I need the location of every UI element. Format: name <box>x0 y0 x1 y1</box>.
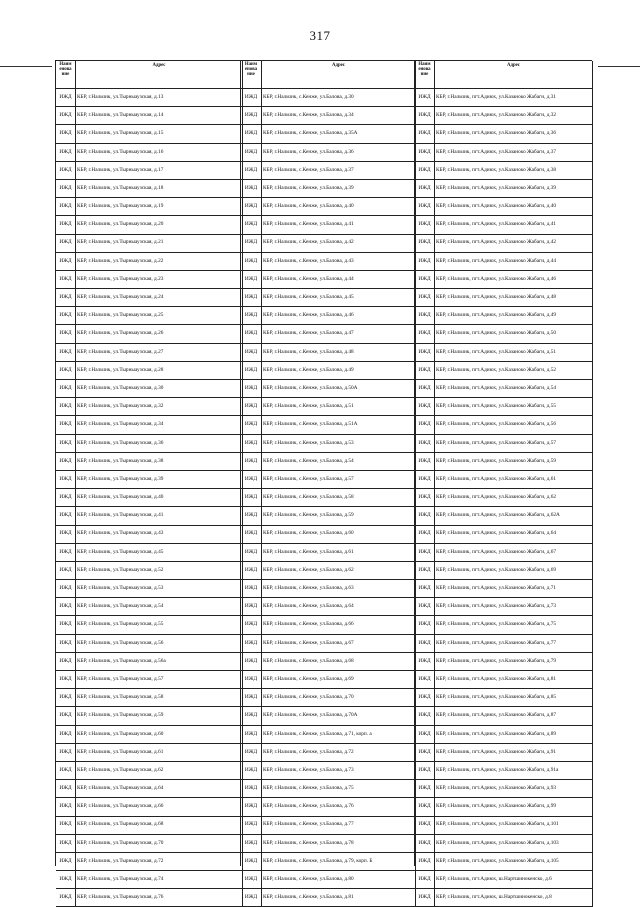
row-address: КБР, г.Нальчик, пгт.Адиюх, ул.Казаноко Жабаги, д.50 <box>435 325 593 343</box>
row-address: КБР, г.Нальчик, ул.Тырныаузская, д.21 <box>76 235 243 253</box>
row-address: КБР, г.Нальчик, ул.Тырныаузская, д.56а <box>76 653 243 671</box>
row-address: КБР, г.Нальчик, пгт.Адиюх, ул.Казаноко Жабаги, д.61 <box>435 471 593 489</box>
row-address: КБР, г.Нальчик, с.Кенже, ул.Балова, д.61 <box>262 544 416 562</box>
row-address: КБР, г.Нальчик, ул.Тырныаузская, д.66 <box>76 798 243 816</box>
row-object-type: ИЖД <box>241 726 262 744</box>
row-object-type: ИЖД <box>241 871 262 889</box>
row-object-type: ИЖД <box>56 125 76 143</box>
row-object-type: ИЖД <box>415 853 435 871</box>
row-address: КБР, г.Нальчик, ул.Тырныаузская, д.28 <box>76 362 243 380</box>
row-address: КБР, г.Нальчик, с.Кенже, ул.Балова, д.46 <box>262 307 416 325</box>
row-object-type: ИЖД <box>241 125 262 143</box>
row-address: КБР, г.Нальчик, пгт.Адиюх, ул.Казаноко Жабаги, д.38 <box>435 162 593 180</box>
row-object-type: ИЖД <box>241 635 262 653</box>
row-object-type: ИЖД <box>56 780 76 798</box>
row-address: КБР, г.Нальчик, ул.Тырныаузская, д.53 <box>76 580 243 598</box>
row-object-type: ИЖД <box>56 435 76 453</box>
row-address: КБР, г.Нальчик, пгт.Адиюх, ул.Казаноко Жабаги, д.49 <box>435 307 593 325</box>
row-address: КБР, г.Нальчик, ул.Тырныаузская, д.62 <box>76 762 243 780</box>
row-object-type: ИЖД <box>56 544 76 562</box>
row-address: КБР, г.Нальчик, с.Кенже, ул.Балова, д.75 <box>262 780 416 798</box>
row-object-type: ИЖД <box>241 235 262 253</box>
row-address: КБР, г.Нальчик, пгт.Адиюх, ул.Казаноко Жабаги, д.81 <box>435 671 593 689</box>
row-object-type: ИЖД <box>241 162 262 180</box>
row-object-type: ИЖД <box>241 307 262 325</box>
row-object-type: ИЖД <box>56 453 76 471</box>
row-object-type: ИЖД <box>415 780 435 798</box>
row-object-type: ИЖД <box>415 562 435 580</box>
row-address: КБР, г.Нальчик, с.Кенже, ул.Балова, д.66 <box>262 616 416 634</box>
row-address: КБР, г.Нальчик, с.Кенже, ул.Балова, д.70 <box>262 689 416 707</box>
row-object-type: ИЖД <box>241 744 262 762</box>
row-address: КБР, г.Нальчик, ул.Тырныаузская, д.70 <box>76 835 243 853</box>
row-address: КБР, г.Нальчик, пгт.Адиюх, ш.Нартшинокенско, д.8 <box>435 889 593 907</box>
row-address: КБР, г.Нальчик, ул.Тырныаузская, д.54 <box>76 598 243 616</box>
row-object-type: ИЖД <box>241 144 262 162</box>
row-object-type: ИЖД <box>56 235 76 253</box>
row-object-type: ИЖД <box>56 616 76 634</box>
row-address: КБР, г.Нальчик, ул.Тырныаузская, д.38 <box>76 453 243 471</box>
row-address: КБР, г.Нальчик, с.Кенже, ул.Балова, д.81 <box>262 889 416 907</box>
row-address: КБР, г.Нальчик, ул.Тырныаузская, д.16 <box>76 144 243 162</box>
row-address: КБР, г.Нальчик, ул.Тырныаузская, д.76 <box>76 889 243 907</box>
row-object-type: ИЖД <box>241 198 262 216</box>
row-address: КБР, г.Нальчик, пгт.Адиюх, ул.Казаноко Жабаги, д.51 <box>435 344 593 362</box>
row-address: КБР, г.Нальчик, ул.Тырныаузская, д.14 <box>76 107 243 125</box>
row-address: КБР, г.Нальчик, ул.Тырныаузская, д.17 <box>76 162 243 180</box>
row-object-type: ИЖД <box>241 671 262 689</box>
row-address: КБР, г.Нальчик, с.Кенже, ул.Балова, д.62 <box>262 562 416 580</box>
row-object-type: ИЖД <box>415 398 435 416</box>
row-address: КБР, г.Нальчик, пгт.Адиюх, ул.Казаноко Жабаги, д.91а <box>435 762 593 780</box>
row-object-type: ИЖД <box>56 325 76 343</box>
row-object-type: ИЖД <box>241 271 262 289</box>
row-address: КБР, г.Нальчик, ул.Тырныаузская, д.24 <box>76 289 243 307</box>
row-address: КБР, г.Нальчик, пгт.Адиюх, ул.Казаноко Жабаги, д.31 <box>435 89 593 107</box>
row-object-type: ИЖД <box>415 889 435 907</box>
row-object-type: ИЖД <box>415 325 435 343</box>
row-address: КБР, г.Нальчик, с.Кенже, ул.Балова, д.50А <box>262 380 416 398</box>
row-address: КБР, г.Нальчик, пгт.Адиюх, ул.Казаноко Жабаги, д.91 <box>435 744 593 762</box>
row-object-type: ИЖД <box>56 271 76 289</box>
row-object-type: ИЖД <box>415 435 435 453</box>
row-address: КБР, г.Нальчик, с.Кенже, ул.Балова, д.69 <box>262 671 416 689</box>
row-object-type: ИЖД <box>56 726 76 744</box>
row-object-type: ИЖД <box>415 817 435 835</box>
row-object-type: ИЖД <box>415 380 435 398</box>
row-object-type: ИЖД <box>56 653 76 671</box>
row-address: КБР, г.Нальчик, ул.Тырныаузская, д.59 <box>76 707 243 725</box>
row-address: КБР, г.Нальчик, с.Кенже, ул.Балова, д.59 <box>262 507 416 525</box>
row-object-type: ИЖД <box>56 817 76 835</box>
row-object-type: ИЖД <box>241 798 262 816</box>
row-object-type: ИЖД <box>241 435 262 453</box>
row-object-type: ИЖД <box>56 598 76 616</box>
row-address: КБР, г.Нальчик, с.Кенже, ул.Балова, д.60 <box>262 526 416 544</box>
row-object-type: ИЖД <box>56 380 76 398</box>
row-object-type: ИЖД <box>56 162 76 180</box>
row-object-type: ИЖД <box>415 507 435 525</box>
row-address: КБР, г.Нальчик, пгт.Адиюх, ул.Казаноко Жабаги, д.71 <box>435 580 593 598</box>
row-address: КБР, г.Нальчик, с.Кенже, ул.Балова, д.45 <box>262 289 416 307</box>
row-address: КБР, г.Нальчик, пгт.Адиюх, ш.Нартшинокенско, д.6 <box>435 871 593 889</box>
column-header-type: Наим енова ние <box>56 61 76 89</box>
row-address: КБР, г.Нальчик, пгт.Адиюх, ул.Казаноко Жабаги, д.64 <box>435 526 593 544</box>
row-object-type: ИЖД <box>241 689 262 707</box>
row-object-type: ИЖД <box>241 762 262 780</box>
row-address: КБР, г.Нальчик, ул.Тырныаузская, д.58 <box>76 689 243 707</box>
row-address: КБР, г.Нальчик, ул.Тырныаузская, д.64 <box>76 780 243 798</box>
row-object-type: ИЖД <box>415 526 435 544</box>
row-address: КБР, г.Нальчик, с.Кенже, ул.Балова, д.71, корп. а <box>262 726 416 744</box>
column-header-address: Адрес <box>435 61 593 89</box>
row-object-type: ИЖД <box>415 798 435 816</box>
row-object-type: ИЖД <box>56 216 76 234</box>
row-address: КБР, г.Нальчик, ул.Тырныаузская, д.52 <box>76 562 243 580</box>
row-object-type: ИЖД <box>56 635 76 653</box>
row-object-type: ИЖД <box>241 180 262 198</box>
row-object-type: ИЖД <box>241 289 262 307</box>
row-address: КБР, г.Нальчик, пгт.Адиюх, ул.Казаноко Жабаги, д.73 <box>435 598 593 616</box>
row-address: КБР, г.Нальчик, пгт.Адиюх, ул.Казаноко Жабаги, д.67 <box>435 544 593 562</box>
row-address: КБР, г.Нальчик, с.Кенже, ул.Балова, д.39 <box>262 180 416 198</box>
row-address: КБР, г.Нальчик, пгт.Адиюх, ул.Казаноко Жабаги, д.56 <box>435 416 593 434</box>
row-address: КБР, г.Нальчик, ул.Тырныаузская, д.68 <box>76 817 243 835</box>
row-object-type: ИЖД <box>415 635 435 653</box>
row-object-type: ИЖД <box>56 707 76 725</box>
row-object-type: ИЖД <box>241 580 262 598</box>
row-address: КБР, г.Нальчик, ул.Тырныаузская, д.40 <box>76 489 243 507</box>
row-address: КБР, г.Нальчик, ул.Тырныаузская, д.25 <box>76 307 243 325</box>
row-address: КБР, г.Нальчик, с.Кенже, ул.Балова, д.41 <box>262 216 416 234</box>
row-address: КБР, г.Нальчик, пгт.Адиюх, ул.Казаноко Жабаги, д.99 <box>435 798 593 816</box>
row-address: КБР, г.Нальчик, с.Кенже, ул.Балова, д.78 <box>262 835 416 853</box>
row-address: КБР, г.Нальчик, с.Кенже, ул.Балова, д.80 <box>262 871 416 889</box>
row-address: КБР, г.Нальчик, пгт.Адиюх, ул.Казаноко Жабаги, д.36 <box>435 125 593 143</box>
row-object-type: ИЖД <box>415 89 435 107</box>
row-address: КБР, г.Нальчик, с.Кенже, ул.Балова, д.68 <box>262 653 416 671</box>
row-address: КБР, г.Нальчик, ул.Тырныаузская, д.57 <box>76 671 243 689</box>
row-object-type: ИЖД <box>56 889 76 907</box>
row-object-type: ИЖД <box>415 162 435 180</box>
row-object-type: ИЖД <box>415 871 435 889</box>
row-object-type: ИЖД <box>241 835 262 853</box>
row-object-type: ИЖД <box>56 526 76 544</box>
row-object-type: ИЖД <box>241 653 262 671</box>
row-address: КБР, г.Нальчик, с.Кенже, ул.Балова, д.42 <box>262 235 416 253</box>
row-address: КБР, г.Нальчик, пгт.Адиюх, ул.Казаноко Жабаги, д.48 <box>435 289 593 307</box>
row-address: КБР, г.Нальчик, ул.Тырныаузская, д.26 <box>76 325 243 343</box>
row-address: КБР, г.Нальчик, пгт.Адиюх, ул.Казаноко Жабаги, д.57 <box>435 435 593 453</box>
row-object-type: ИЖД <box>56 798 76 816</box>
row-address: КБР, г.Нальчик, с.Кенже, ул.Балова, д.51 <box>262 398 416 416</box>
row-address: КБР, г.Нальчик, ул.Тырныаузская, д.22 <box>76 253 243 271</box>
row-address: КБР, г.Нальчик, пгт.Адиюх, ул.Казаноко Жабаги, д.55 <box>435 398 593 416</box>
row-address: КБР, г.Нальчик, ул.Тырныаузская, д.32 <box>76 398 243 416</box>
row-object-type: ИЖД <box>241 507 262 525</box>
row-object-type: ИЖД <box>56 689 76 707</box>
page-number: 317 <box>309 28 331 43</box>
row-address: КБР, г.Нальчик, пгт.Адиюх, ул.Казаноко Жабаги, д.59 <box>435 453 593 471</box>
row-address: КБР, г.Нальчик, ул.Тырныаузская, д.56 <box>76 635 243 653</box>
row-object-type: ИЖД <box>56 198 76 216</box>
row-address: КБР, г.Нальчик, ул.Тырныаузская, д.19 <box>76 198 243 216</box>
row-object-type: ИЖД <box>241 325 262 343</box>
row-address: КБР, г.Нальчик, пгт.Адиюх, ул.Казаноко Жабаги, д.42 <box>435 235 593 253</box>
row-address: КБР, г.Нальчик, пгт.Адиюх, ул.Казаноко Жабаги, д.79 <box>435 653 593 671</box>
row-object-type: ИЖД <box>241 107 262 125</box>
row-address: КБР, г.Нальчик, с.Кенже, ул.Балова, д.51А <box>262 416 416 434</box>
row-object-type: ИЖД <box>241 707 262 725</box>
row-object-type: ИЖД <box>241 489 262 507</box>
row-object-type: ИЖД <box>56 562 76 580</box>
row-address: КБР, г.Нальчик, ул.Тырныаузская, д.61 <box>76 744 243 762</box>
row-address: КБР, г.Нальчик, с.Кенже, ул.Балова, д.77 <box>262 817 416 835</box>
row-object-type: ИЖД <box>241 344 262 362</box>
row-address: КБР, г.Нальчик, пгт.Адиюх, ул.Казаноко Жабаги, д.37 <box>435 144 593 162</box>
column-header-type: Наим енова ние <box>415 61 435 89</box>
row-object-type: ИЖД <box>241 253 262 271</box>
row-address: КБР, г.Нальчик, с.Кенже, ул.Балова, д.76 <box>262 798 416 816</box>
row-address: КБР, г.Нальчик, с.Кенже, ул.Балова, д.30 <box>262 89 416 107</box>
row-object-type: ИЖД <box>415 216 435 234</box>
row-object-type: ИЖД <box>56 398 76 416</box>
row-address: КБР, г.Нальчик, с.Кенже, ул.Балова, д.40 <box>262 198 416 216</box>
row-object-type: ИЖД <box>415 198 435 216</box>
row-address: КБР, г.Нальчик, ул.Тырныаузская, д.43 <box>76 526 243 544</box>
row-address: КБР, г.Нальчик, ул.Тырныаузская, д.23 <box>76 271 243 289</box>
row-object-type: ИЖД <box>56 180 76 198</box>
row-object-type: ИЖД <box>56 853 76 871</box>
row-object-type: ИЖД <box>56 744 76 762</box>
row-object-type: ИЖД <box>56 89 76 107</box>
row-object-type: ИЖД <box>56 144 76 162</box>
row-object-type: ИЖД <box>415 253 435 271</box>
row-object-type: ИЖД <box>241 598 262 616</box>
row-address: КБР, г.Нальчик, ул.Тырныаузская, д.55 <box>76 616 243 634</box>
row-address: КБР, г.Нальчик, пгт.Адиюх, ул.Казаноко Жабаги, д.87 <box>435 707 593 725</box>
row-address: КБР, г.Нальчик, ул.Тырныаузская, д.72 <box>76 853 243 871</box>
row-object-type: ИЖД <box>415 144 435 162</box>
row-address: КБР, г.Нальчик, пгт.Адиюх, ул.Казаноко Жабаги, д.44 <box>435 253 593 271</box>
row-object-type: ИЖД <box>56 107 76 125</box>
row-object-type: ИЖД <box>415 125 435 143</box>
row-object-type: ИЖД <box>241 398 262 416</box>
row-address: КБР, г.Нальчик, с.Кенже, ул.Балова, д.72 <box>262 744 416 762</box>
row-object-type: ИЖД <box>415 544 435 562</box>
row-object-type: ИЖД <box>415 762 435 780</box>
row-object-type: ИЖД <box>415 344 435 362</box>
row-object-type: ИЖД <box>415 707 435 725</box>
address-table-column-2 <box>240 60 415 901</box>
row-address: КБР, г.Нальчик, с.Кенже, ул.Балова, д.64 <box>262 598 416 616</box>
row-object-type: ИЖД <box>415 362 435 380</box>
row-object-type: ИЖД <box>56 307 76 325</box>
row-address: КБР, г.Нальчик, ул.Тырныаузская, д.20 <box>76 216 243 234</box>
row-object-type: ИЖД <box>56 253 76 271</box>
row-address: КБР, г.Нальчик, ул.Тырныаузская, д.60 <box>76 726 243 744</box>
row-address: КБР, г.Нальчик, с.Кенже, ул.Балова, д.36 <box>262 144 416 162</box>
column-header-address: Адрес <box>76 61 243 89</box>
row-object-type: ИЖД <box>415 307 435 325</box>
row-object-type: ИЖД <box>241 544 262 562</box>
row-object-type: ИЖД <box>415 616 435 634</box>
scan-edge-line-right <box>598 66 640 67</box>
row-object-type: ИЖД <box>56 489 76 507</box>
row-address: КБР, г.Нальчик, ул.Тырныаузская, д.27 <box>76 344 243 362</box>
row-object-type: ИЖД <box>415 726 435 744</box>
row-address: КБР, г.Нальчик, с.Кенже, ул.Балова, д.37 <box>262 162 416 180</box>
row-address: КБР, г.Нальчик, ул.Тырныаузская, д.34 <box>76 416 243 434</box>
row-address: КБР, г.Нальчик, с.Кенже, ул.Балова, д.43 <box>262 253 416 271</box>
row-object-type: ИЖД <box>241 853 262 871</box>
row-address: КБР, г.Нальчик, пгт.Адиюх, ул.Казаноко Жабаги, д.46 <box>435 271 593 289</box>
row-address: КБР, г.Нальчик, с.Кенже, ул.Балова, д.34 <box>262 107 416 125</box>
row-address: КБР, г.Нальчик, ул.Тырныаузская, д.74 <box>76 871 243 889</box>
row-address: КБР, г.Нальчик, пгт.Адиюх, ул.Казаноко Жабаги, д.89 <box>435 726 593 744</box>
row-address: КБР, г.Нальчик, с.Кенже, ул.Балова, д.47 <box>262 325 416 343</box>
row-address: КБР, г.Нальчик, ул.Тырныаузская, д.36 <box>76 435 243 453</box>
row-object-type: ИЖД <box>56 362 76 380</box>
row-address: КБР, г.Нальчик, пгт.Адиюх, ул.Казаноко Жабаги, д.52 <box>435 362 593 380</box>
row-address: КБР, г.Нальчик, пгт.Адиюх, ул.Казаноко Жабаги, д.62 <box>435 489 593 507</box>
row-address: КБР, г.Нальчик, пгт.Адиюх, ул.Казаноко Жабаги, д.32 <box>435 107 593 125</box>
address-table-column-3 <box>414 60 592 901</box>
row-object-type: ИЖД <box>56 289 76 307</box>
row-address: КБР, г.Нальчик, с.Кенже, ул.Балова, д.79, корп. Б <box>262 853 416 871</box>
row-address: КБР, г.Нальчик, пгт.Адиюх, ул.Казаноко Жабаги, д.105 <box>435 853 593 871</box>
row-address: КБР, г.Нальчик, пгт.Адиюх, ул.Казаноко Жабаги, д.69 <box>435 562 593 580</box>
row-object-type: ИЖД <box>415 235 435 253</box>
row-object-type: ИЖД <box>56 344 76 362</box>
row-address: КБР, г.Нальчик, пгт.Адиюх, ул.Казаноко Жабаги, д.77 <box>435 635 593 653</box>
row-object-type: ИЖД <box>415 453 435 471</box>
row-object-type: ИЖД <box>241 362 262 380</box>
row-address: КБР, г.Нальчик, с.Кенже, ул.Балова, д.58 <box>262 489 416 507</box>
row-object-type: ИЖД <box>415 835 435 853</box>
row-object-type: ИЖД <box>415 653 435 671</box>
row-object-type: ИЖД <box>241 780 262 798</box>
row-address: КБР, г.Нальчик, пгт.Адиюх, ул.Казаноко Жабаги, д.85 <box>435 689 593 707</box>
row-address: КБР, г.Нальчик, пгт.Адиюх, ул.Казаноко Жабаги, д.101 <box>435 817 593 835</box>
row-object-type: ИЖД <box>415 289 435 307</box>
row-object-type: ИЖД <box>241 216 262 234</box>
row-object-type: ИЖД <box>241 817 262 835</box>
row-object-type: ИЖД <box>241 453 262 471</box>
row-address: КБР, г.Нальчик, пгт.Адиюх, ул.Казаноко Жабаги, д.93 <box>435 780 593 798</box>
row-object-type: ИЖД <box>415 598 435 616</box>
row-object-type: ИЖД <box>415 744 435 762</box>
row-object-type: ИЖД <box>56 471 76 489</box>
row-object-type: ИЖД <box>56 671 76 689</box>
row-object-type: ИЖД <box>56 871 76 889</box>
row-object-type: ИЖД <box>415 489 435 507</box>
row-object-type: ИЖД <box>241 562 262 580</box>
row-address: КБР, г.Нальчик, ул.Тырныаузская, д.41 <box>76 507 243 525</box>
row-object-type: ИЖД <box>415 107 435 125</box>
row-object-type: ИЖД <box>415 671 435 689</box>
row-address: КБР, г.Нальчик, с.Кенже, ул.Балова, д.73 <box>262 762 416 780</box>
row-address: КБР, г.Нальчик, с.Кенже, ул.Балова, д.70А <box>262 707 416 725</box>
row-address: КБР, г.Нальчик, ул.Тырныаузская, д.15 <box>76 125 243 143</box>
row-object-type: ИЖД <box>56 507 76 525</box>
row-object-type: ИЖД <box>56 835 76 853</box>
row-object-type: ИЖД <box>241 416 262 434</box>
row-address: КБР, г.Нальчик, пгт.Адиюх, ул.Казаноко Жабаги, д.54 <box>435 380 593 398</box>
row-object-type: ИЖД <box>56 580 76 598</box>
row-address: КБР, г.Нальчик, с.Кенже, ул.Балова, д.53 <box>262 435 416 453</box>
column-header-type: Наим енова ние <box>241 61 262 89</box>
row-address: КБР, г.Нальчик, с.Кенже, ул.Балова, д.63 <box>262 580 416 598</box>
row-object-type: ИЖД <box>56 416 76 434</box>
row-address: КБР, г.Нальчик, пгт.Адиюх, ул.Казаноко Жабаги, д.62А <box>435 507 593 525</box>
row-address: КБР, г.Нальчик, с.Кенже, ул.Балова, д.67 <box>262 635 416 653</box>
row-object-type: ИЖД <box>415 471 435 489</box>
row-object-type: ИЖД <box>56 762 76 780</box>
row-object-type: ИЖД <box>415 416 435 434</box>
row-address: КБР, г.Нальчик, пгт.Адиюх, ул.Казаноко Жабаги, д.75 <box>435 616 593 634</box>
row-address: КБР, г.Нальчик, с.Кенже, ул.Балова, д.44 <box>262 271 416 289</box>
row-address: КБР, г.Нальчик, пгт.Адиюх, ул.Казаноко Жабаги, д.41 <box>435 216 593 234</box>
row-object-type: ИЖД <box>241 526 262 544</box>
row-object-type: ИЖД <box>415 580 435 598</box>
row-address: КБР, г.Нальчик, ул.Тырныаузская, д.45 <box>76 544 243 562</box>
row-address: КБР, г.Нальчик, пгт.Адиюх, ул.Казаноко Жабаги, д.40 <box>435 198 593 216</box>
row-object-type: ИЖД <box>415 180 435 198</box>
column-header-address: Адрес <box>262 61 416 89</box>
row-address: КБР, г.Нальчик, с.Кенже, ул.Балова, д.57 <box>262 471 416 489</box>
row-object-type: ИЖД <box>241 89 262 107</box>
row-object-type: ИЖД <box>241 616 262 634</box>
row-object-type: ИЖД <box>415 271 435 289</box>
row-address: КБР, г.Нальчик, ул.Тырныаузская, д.39 <box>76 471 243 489</box>
scan-edge-line-left <box>0 66 52 67</box>
row-address: КБР, г.Нальчик, ул.Тырныаузская, д.13 <box>76 89 243 107</box>
row-object-type: ИЖД <box>415 689 435 707</box>
row-object-type: ИЖД <box>241 471 262 489</box>
row-address: КБР, г.Нальчик, ул.Тырныаузская, д.30 <box>76 380 243 398</box>
row-object-type: ИЖД <box>241 380 262 398</box>
row-address: КБР, г.Нальчик, пгт.Адиюх, ул.Казаноко Жабаги, д.103 <box>435 835 593 853</box>
row-address: КБР, г.Нальчик, с.Кенже, ул.Балова, д.48 <box>262 344 416 362</box>
row-address: КБР, г.Нальчик, пгт.Адиюх, ул.Казаноко Жабаги, д.39 <box>435 180 593 198</box>
row-address: КБР, г.Нальчик, ул.Тырныаузская, д.18 <box>76 180 243 198</box>
address-table-column-1 <box>55 60 242 901</box>
row-address: КБР, г.Нальчик, с.Кенже, ул.Балова, д.54 <box>262 453 416 471</box>
row-address: КБР, г.Нальчик, с.Кенже, ул.Балова, д.49 <box>262 362 416 380</box>
row-object-type: ИЖД <box>241 889 262 907</box>
row-address: КБР, г.Нальчик, с.Кенже, ул.Балова, д.35А <box>262 125 416 143</box>
